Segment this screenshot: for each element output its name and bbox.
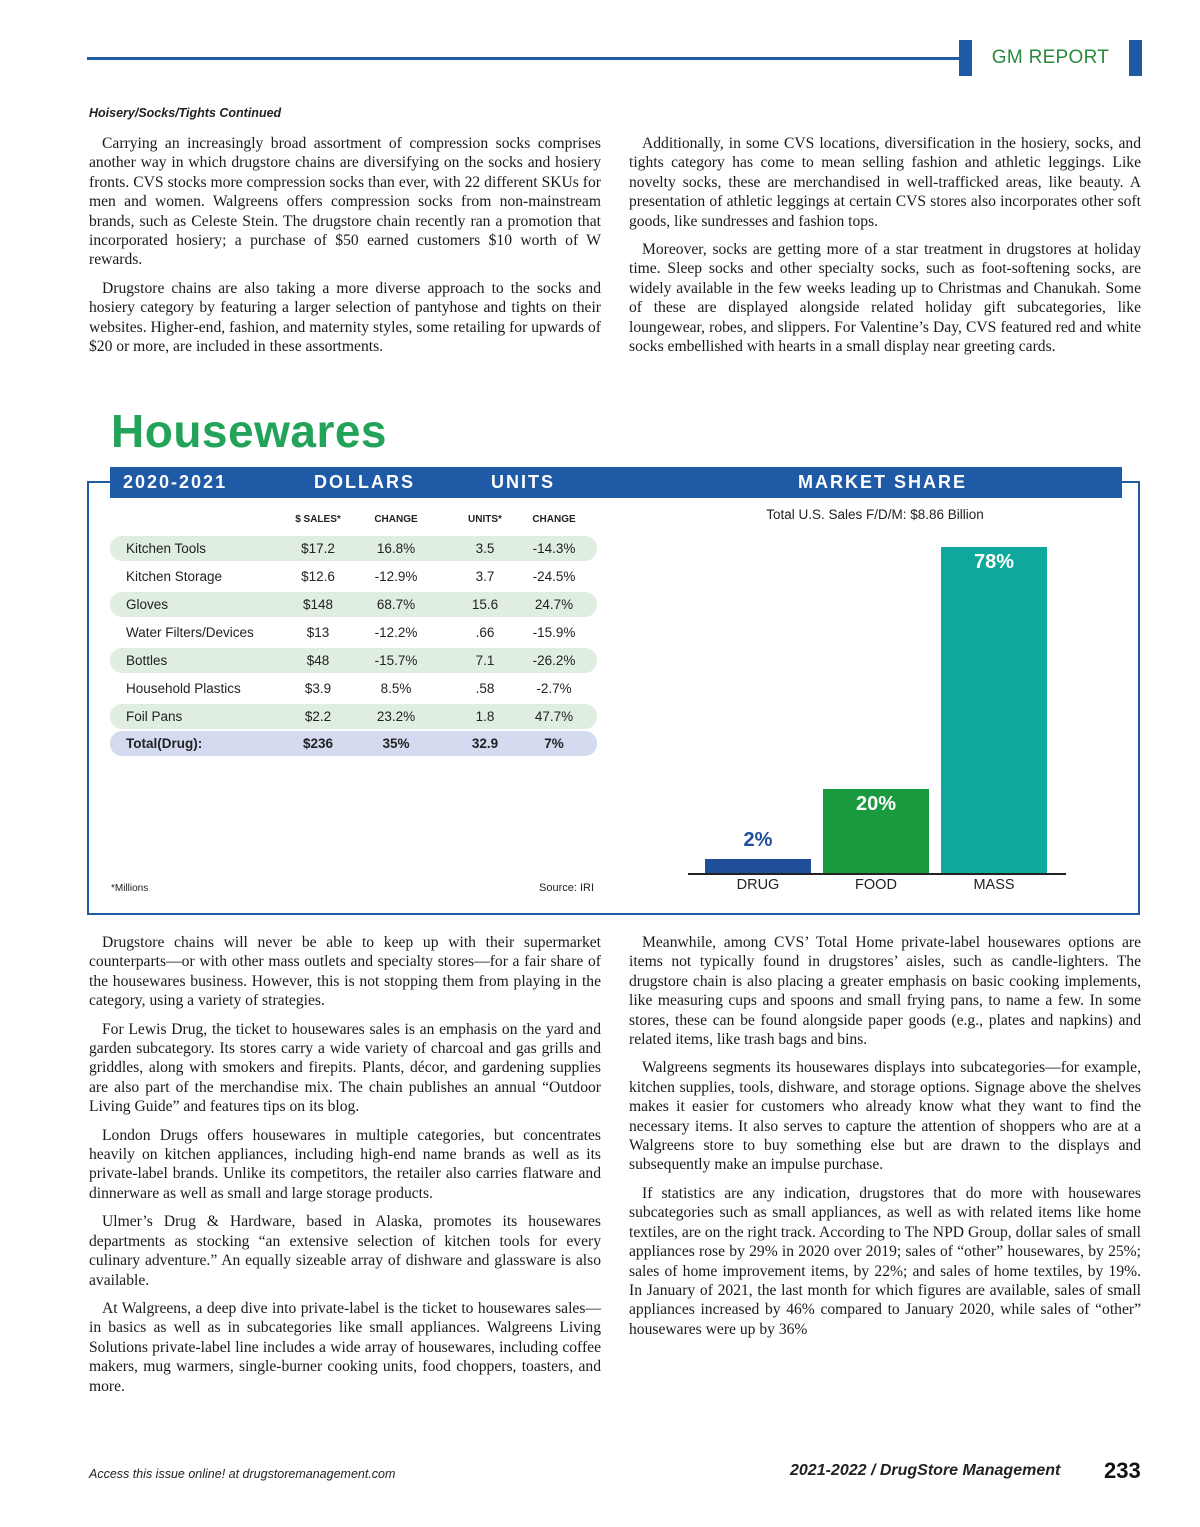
chart-subtitle: Total U.S. Sales F/D/M: $8.86 Billion <box>766 507 984 522</box>
header-bar-right <box>1129 40 1142 76</box>
total-sales-change: 35% <box>382 736 410 751</box>
bar-drug <box>705 859 811 873</box>
paragraph: Additionally, in some CVS locations, diversification in the hosiery, socks, and tights category has come to mean selling fashion and athletic leggings. Like novelty socks, these are merchandised in well-trafficked areas, like beauty. A presentation of athletic leggings at certain CVS stores also incorporates other soft goods, like sundresses and fashion tops. <box>629 135 1141 230</box>
table-row <box>110 704 597 729</box>
paragraph: For Lewis Drug, the ticket to housewares sales is an emphasis on the yard and garden subcategory. Its stores carry a wide variety of charcoal and gas grills and griddles, along with smokers and firepits. Plants, décor, and gardening supplies are also part of the merchandise mix. The chain publishes an annual “Outdoor Living Guide” and features tips on its blog. <box>89 1020 601 1116</box>
row-category: Foil Pans <box>126 709 183 724</box>
feature-title: Housewares <box>111 405 388 457</box>
row-units: .66 <box>475 625 495 640</box>
row-units: 1.8 <box>475 709 495 724</box>
row-units-change: -26.2% <box>532 653 576 668</box>
row-sales-change: 8.5% <box>380 681 412 696</box>
th-units: UNITS* <box>468 514 502 525</box>
page-number: 233 <box>1104 1458 1141 1483</box>
feature-header-band <box>110 467 1122 498</box>
table-source: Source: IRI <box>539 882 595 894</box>
continued-kicker: Hoisery/Socks/Tights Continued <box>89 106 282 120</box>
bottom-column-left <box>89 933 601 1405</box>
table-footnote: *Millions <box>111 883 149 894</box>
row-units: 3.7 <box>475 569 495 584</box>
row-category: Bottles <box>126 653 168 668</box>
top-column-right <box>629 134 1141 365</box>
bar-mass <box>941 547 1047 873</box>
row-units: 3.5 <box>475 541 495 556</box>
row-units-change: -2.7% <box>536 681 572 696</box>
chart-baseline <box>688 873 1066 875</box>
header-rule <box>87 57 959 60</box>
table-row <box>110 620 597 645</box>
footer-publication: 2021-2022 / DrugStore Management <box>790 1462 1061 1479</box>
paragraph: London Drugs offers housewares in multiple categories, but concentrates heavily on kitchen appliances, including high-end name brands as well as its private-label brands. Unlike its competitors, the retailer also carries flatware and dinnerware as well as small and large storage products. <box>89 1126 601 1202</box>
bar-value-label-food: 20% <box>855 793 897 816</box>
table-row <box>110 564 597 589</box>
row-sales-change: 16.8% <box>376 541 416 556</box>
header-bar-left <box>959 40 972 76</box>
th-change: CHANGE <box>532 514 576 525</box>
th-sales: $ SALES* <box>295 514 341 525</box>
paragraph: Drugstore chains are also taking a more diverse approach to the socks and hosiery category by featuring a larger selection of pantyhose and tights on their websites. Higher-end, fashion, and maternity styles, some retailing for upwards of $20 or more, are included in these assortments. <box>89 279 601 356</box>
row-units-change: -24.5% <box>532 569 576 584</box>
total-units: 32.9 <box>471 736 499 751</box>
row-units-change: 47.7% <box>534 709 574 724</box>
footer-online-note: Access this issue online! at drugstoremanagement.com <box>89 1467 396 1481</box>
band-year: 2020-2021 <box>123 472 228 492</box>
row-category: Kitchen Tools <box>126 541 207 556</box>
table-row <box>110 676 597 701</box>
row-sales: $148 <box>302 597 334 612</box>
row-sales-change: -12.2% <box>374 625 418 640</box>
row-sales-change: 68.7% <box>376 597 416 612</box>
table-row <box>110 648 597 673</box>
bar-value-label-drug: 2% <box>743 829 773 851</box>
row-sales: $17.2 <box>301 541 335 556</box>
row-category: Water Filters/Devices <box>126 625 254 640</box>
category-label-drug: DRUG <box>736 877 780 893</box>
row-sales-change: -12.9% <box>374 569 418 584</box>
bar-value-label-mass: 78% <box>973 551 1015 573</box>
total-label: Total(Drug): <box>126 736 203 751</box>
row-units-change: 24.7% <box>534 597 574 612</box>
row-units: .58 <box>475 681 495 696</box>
paragraph: Carrying an increasingly broad assortment of compression socks comprises another way in which drugstore chains are diversifying on the socks and hosiery fronts. CVS stocks more compression socks than ever, with 22 different SKUs for men and women. Walgreens offers compression socks from non-mainstream brands, such as Celeste Stein. The drugstore chain recently ran a promotion that incorporated hosiery; a purchase of $50 earned customers $10 worth of W rewards. <box>89 135 601 269</box>
table-row <box>110 536 597 561</box>
top-column-left <box>89 134 601 365</box>
section-label: GM REPORT <box>991 47 1110 68</box>
table-total-row <box>110 731 597 756</box>
row-category: Household Plastics <box>126 681 241 696</box>
row-category: Kitchen Storage <box>126 569 223 584</box>
total-units-change: 7% <box>544 736 564 751</box>
band-units: UNITS <box>491 472 555 492</box>
th-change: CHANGE <box>374 514 418 525</box>
paragraph: Meanwhile, among CVS’ Total Home private-label housewares options are items not typically found in drugstores’ aisles, such as candle-lighters. The drugstore chain is also placing a greater emphasis on basic cooking implements, like measuring cups and spoons and small frying pans, to name a few. In some stores, these can be found alongside paper goods (e.g., plates and napkins) and related items, like trash bags and bins. <box>629 934 1141 1049</box>
bottom-column-right <box>629 933 1141 1348</box>
row-sales-change: -15.7% <box>374 653 418 668</box>
row-sales: $3.9 <box>304 681 332 696</box>
row-units: 7.1 <box>475 653 495 668</box>
paragraph: If statistics are any indication, drugstores that do more with housewares subcategories such as small appliances, as well as with related items like home textiles, are on the right track. According to The NPD Group, dollar sales of small appliances rose by 29% in 2020 over 2019; sales of “other” housewares, by 25%; sales of home improvement items, by 22%; and sales of home textiles, by 19%. In January of 2021, the last month for which figures are available, sales of small appliances increased by 46% compared to January 2020, while sales of “other” housewares were up by 36% <box>629 1184 1141 1338</box>
paragraph: Ulmer’s Drug & Hardware, based in Alaska, promotes its housewares departments as stocking “an extensive selection of kitchen tools for every culinary adventure.” An equally sizeable array of dishware and glassware is also available. <box>89 1213 601 1289</box>
row-category: Gloves <box>126 597 169 612</box>
row-units-change: -14.3% <box>532 541 576 556</box>
total-sales: $236 <box>302 736 334 751</box>
row-sales: $13 <box>306 625 330 640</box>
row-sales-change: 23.2% <box>376 709 416 724</box>
table-row <box>110 592 597 617</box>
row-units: 15.6 <box>471 597 499 612</box>
paragraph: At Walgreens, a deep dive into private-label is the ticket to housewares sales—in basics as well as in subcategories like small appliances. Walgreens Living Solutions private-label line includes a wide array of housewares, including coffee makers, mug warmers, single-burner cooking units, food choppers, toasters, and more. <box>89 1299 601 1395</box>
paragraph: Drugstore chains will never be able to keep up with their supermarket counterparts—or with other mass outlets and specialty stores—for a fair share of the housewares business. However, this is not stopping them from playing in the category, using a variety of strategies. <box>89 934 601 1010</box>
band-market-share: MARKET SHARE <box>798 472 968 492</box>
category-label-mass: MASS <box>973 877 1015 893</box>
row-sales: $12.6 <box>301 569 335 584</box>
band-dollars: DOLLARS <box>314 472 415 492</box>
row-sales: $48 <box>306 653 330 668</box>
category-label-food: FOOD <box>855 877 897 893</box>
row-units-change: -15.9% <box>532 625 576 640</box>
row-sales: $2.2 <box>304 709 332 724</box>
paragraph: Moreover, socks are getting more of a star treatment in drugstores at holiday time. Sleep socks and other specialty socks, such as foot-softening socks, are widely available in the few weeks leading up to Christmas and Chanukah. Some of these are displayed alongside related holiday gift subcategories, like loungewear, robes, and slippers. For Valentine’s Day, CVS featured red and white socks embellished with hearts in a small display near greeting cards. <box>629 241 1141 356</box>
paragraph: Walgreens segments its housewares displays into subcategories—for example, kitchen supplies, tools, dishware, and storage options. Signage above the shelves makes it easier for customers who already know what they want to find the necessary items. It also serves to capture the attention of shoppers who are at a Walgreens store to buy something else but are drawn to the displays and subsequently make an impulse purchase. <box>629 1059 1141 1174</box>
